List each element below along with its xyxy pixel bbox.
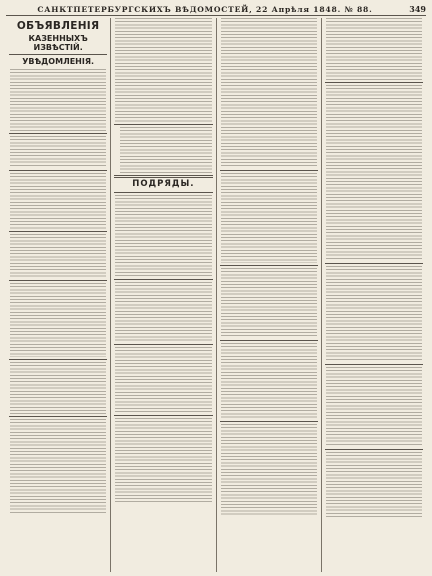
column-1-heading: ОБЪЯВЛЕНІЯ xyxy=(16,20,100,32)
text-block xyxy=(221,18,317,168)
text-block xyxy=(221,343,317,419)
divider xyxy=(9,280,107,281)
text-block xyxy=(115,418,211,502)
text-block xyxy=(10,419,106,515)
column-2 xyxy=(110,18,215,572)
divider xyxy=(114,279,212,280)
page-number: 349 xyxy=(409,4,426,14)
divider xyxy=(9,133,107,134)
column-4 xyxy=(321,18,426,572)
divider xyxy=(220,421,318,422)
divider xyxy=(325,364,423,365)
divider xyxy=(220,170,318,171)
text-block xyxy=(115,282,211,342)
text-block xyxy=(326,18,422,80)
text-block xyxy=(221,424,317,516)
text-block xyxy=(10,173,106,229)
column-1-section-title: УВѢДОМЛЕНІЯ. xyxy=(22,57,95,67)
text-block xyxy=(115,195,211,277)
text-block xyxy=(10,136,106,168)
text-block xyxy=(326,452,422,518)
double-divider xyxy=(114,175,212,178)
column-3 xyxy=(216,18,321,572)
divider xyxy=(9,359,107,360)
masthead-title: САНКТПЕТЕРБУРГСКИХЪ ВѢДОМОСТЕЙ, 22 Апрѣля 1848. № 88. xyxy=(37,4,373,14)
divider xyxy=(114,192,212,193)
divider xyxy=(325,449,423,450)
text-block xyxy=(10,234,106,278)
text-block xyxy=(10,283,106,357)
text-block xyxy=(326,85,422,261)
text-block xyxy=(10,69,106,131)
text-block xyxy=(326,367,422,447)
divider xyxy=(114,124,212,125)
text-block xyxy=(115,347,211,413)
divider xyxy=(9,231,107,232)
divider xyxy=(114,344,212,345)
divider xyxy=(9,54,107,55)
text-block xyxy=(221,173,317,263)
divider xyxy=(9,416,107,417)
column-1-subheading: КАЗЕННЫХЪ ИЗВѢСТІЙ. xyxy=(28,34,88,53)
text-block xyxy=(326,266,422,362)
text-block xyxy=(221,268,317,338)
divider xyxy=(325,263,423,264)
divider xyxy=(325,82,423,83)
divider xyxy=(114,415,212,416)
text-block xyxy=(10,362,106,414)
text-columns xyxy=(6,18,426,572)
column-1 xyxy=(6,18,110,572)
masthead xyxy=(6,3,426,16)
section-title: ПОДРЯДЫ. xyxy=(132,179,195,189)
text-block xyxy=(120,127,211,173)
divider xyxy=(220,340,318,341)
divider xyxy=(9,170,107,171)
divider xyxy=(220,265,318,266)
text-block xyxy=(115,18,211,122)
